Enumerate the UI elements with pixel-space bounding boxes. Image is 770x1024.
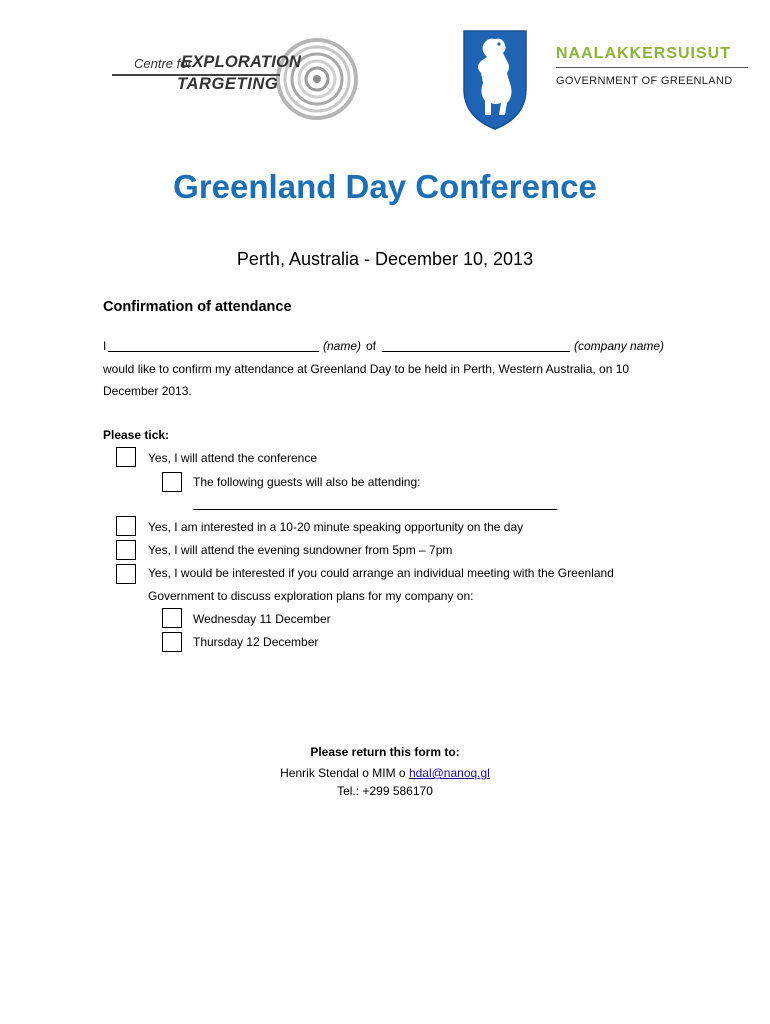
attend-conference-checkbox[interactable] — [116, 447, 136, 467]
return-heading: Please return this form to: — [310, 745, 460, 759]
cet-logo-centre-text: Centre for — [134, 56, 192, 71]
confirmation-body-line-1: would like to confirm my attendance at Greenland Day to be held in Perth, Western Australia, on 10 — [103, 362, 630, 376]
cet-logo — [108, 38, 358, 120]
company-name-field[interactable] — [382, 351, 570, 352]
cet-logo-targeting-text: TARGETING — [177, 75, 279, 93]
greenland-logo-divider — [556, 67, 748, 68]
name-hint: (name) — [323, 339, 362, 353]
speaking-opportunity-checkbox[interactable] — [116, 516, 136, 536]
tick-heading: Please tick: — [103, 428, 170, 442]
individual-meeting-label-line-2: Government to discuss exploration plans for my company on: — [148, 589, 474, 603]
target-rings-icon — [276, 38, 358, 120]
contact-name: Henrik Stendal — [280, 766, 359, 780]
company-name-hint: (company name) — [574, 339, 665, 353]
of-label: of — [366, 339, 377, 353]
page-title: Greenland Day Conference — [173, 168, 597, 205]
confirmation-heading: Confirmation of attendance — [103, 299, 292, 315]
greenland-government-subtitle: GOVERNMENT OF GREENLAND — [556, 75, 733, 87]
guests-checkbox[interactable] — [162, 472, 182, 492]
contact-org: MIM — [372, 766, 396, 780]
contact-email-link[interactable]: hdal@nanoq.gl — [408, 766, 490, 780]
name-field[interactable] — [108, 351, 319, 352]
separator: o — [398, 766, 406, 780]
separator: o — [362, 766, 369, 780]
thursday-checkbox[interactable] — [162, 632, 182, 652]
confirmation-body-line-2: December 2013. — [103, 384, 192, 398]
individual-meeting-checkbox[interactable] — [116, 564, 136, 584]
greenland-name: NAALAKKERSUISUT — [556, 45, 731, 62]
event-location-date: Perth, Australia - December 10, 2013 — [236, 249, 534, 269]
return-contact — [0, 766, 770, 780]
thursday-label: Thursday 12 December — [193, 635, 319, 649]
sundowner-label: Yes, I will attend the evening sundowner from 5pm – 7pm — [148, 543, 453, 557]
sundowner-checkbox[interactable] — [116, 540, 136, 560]
individual-meeting-label-line-1: Yes, I would be interested if you could arrange an individual meeting with the Greenland — [148, 566, 614, 580]
wednesday-checkbox[interactable] — [162, 608, 182, 628]
guests-label: The following guests will also be attending: — [193, 475, 421, 489]
i-label: I — [103, 339, 107, 353]
greenland-coat-of-arms-icon — [461, 27, 529, 131]
guests-names-field[interactable] — [193, 509, 557, 510]
cet-logo-exploration-text: EXPLORATION — [181, 53, 302, 71]
speaking-opportunity-label: Yes, I am interested in a 10-20 minute speaking opportunity on the day — [148, 520, 524, 534]
wednesday-label: Wednesday 11 December — [193, 612, 331, 626]
contact-phone: Tel.: +299 586170 — [337, 784, 433, 798]
attend-conference-label: Yes, I will attend the conference — [148, 451, 317, 465]
